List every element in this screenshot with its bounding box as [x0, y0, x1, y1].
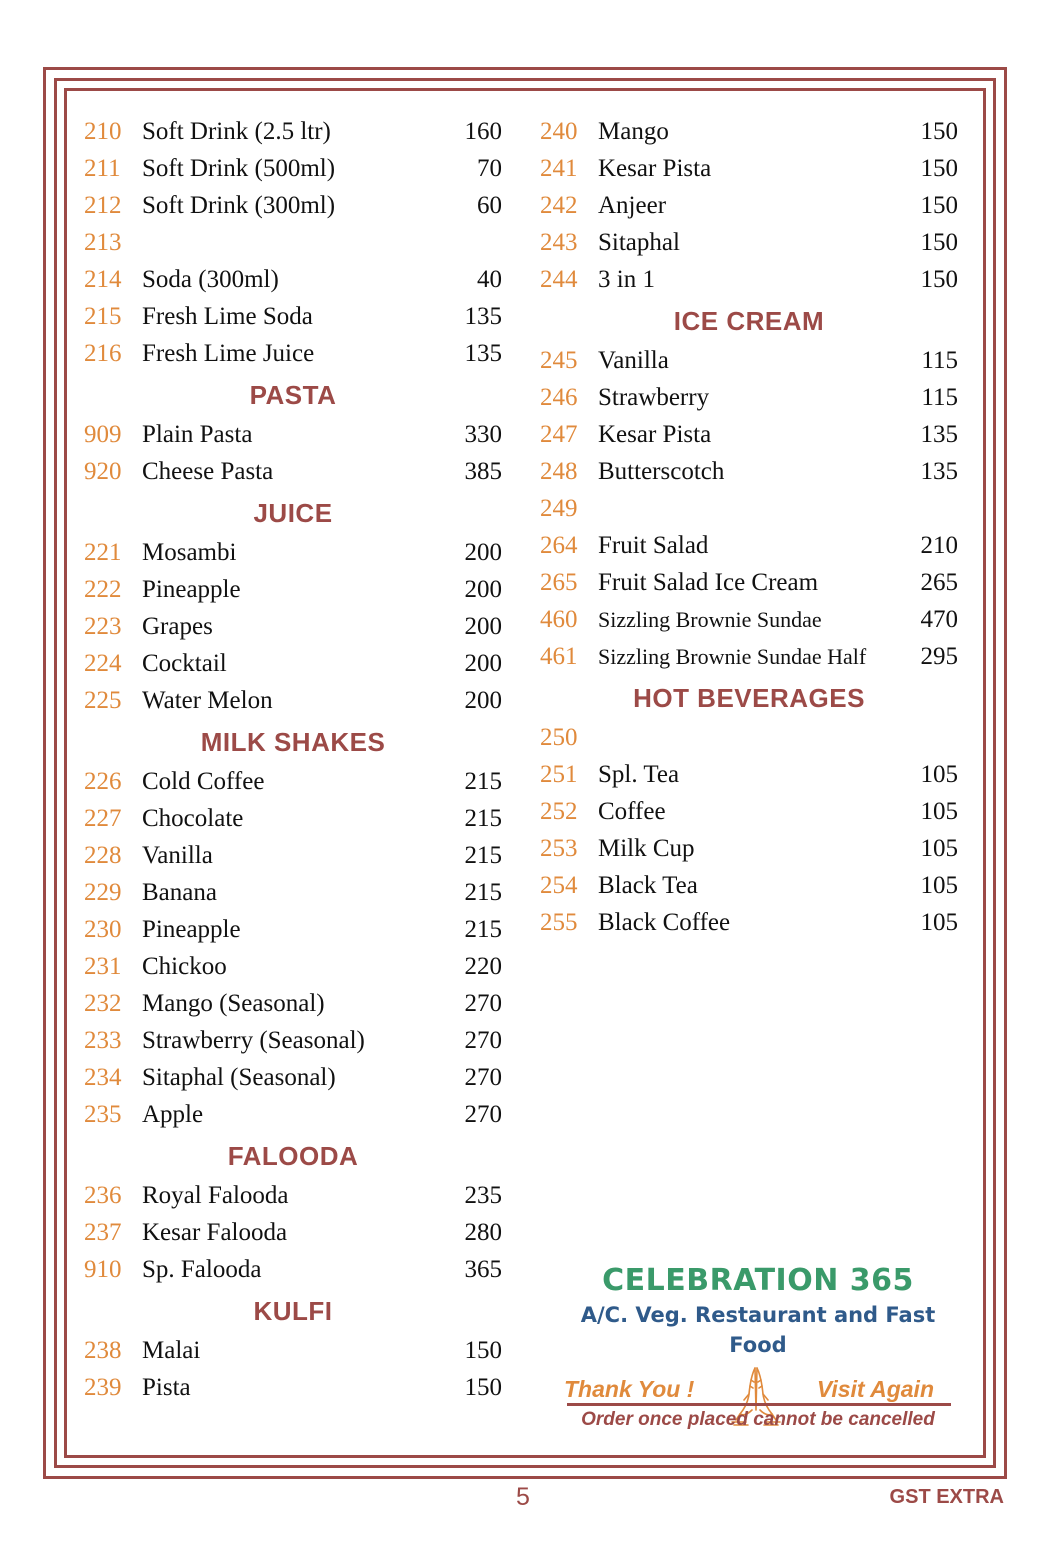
item-code: 228 — [84, 842, 122, 869]
item-price: 150 — [464, 1374, 502, 1401]
item-name: Black Tea — [598, 872, 698, 899]
menu-item — [540, 261, 958, 298]
menu-item — [540, 187, 958, 224]
item-name: Milk Cup — [598, 835, 695, 862]
item-name: Vanilla — [142, 842, 213, 869]
item-price: 215 — [464, 805, 502, 832]
item-name: Sitaphal — [598, 229, 680, 256]
item-code: 211 — [84, 155, 121, 182]
item-code: 224 — [84, 650, 122, 677]
item-name: Banana — [142, 879, 217, 906]
item-code: 920 — [84, 458, 122, 485]
item-price: 105 — [920, 798, 958, 825]
item-code: 244 — [540, 266, 578, 293]
item-price: 105 — [920, 761, 958, 788]
menu-item — [84, 261, 502, 298]
menu-item — [84, 682, 502, 719]
item-price: 200 — [464, 613, 502, 640]
item-name: Kesar Pista — [598, 421, 712, 448]
menu-item — [84, 1177, 502, 1214]
item-name: Sizzling Brownie Sundae — [598, 607, 822, 632]
item-name: Fruit Salad — [598, 532, 709, 559]
item-code: 233 — [84, 1027, 122, 1054]
menu-item — [84, 534, 502, 571]
menu-item — [540, 379, 958, 416]
visit-again-text: Visit Again — [816, 1376, 934, 1402]
page-number: 5 — [516, 1483, 530, 1511]
menu-item — [84, 298, 502, 335]
menu-item — [84, 1332, 502, 1369]
item-code: 460 — [540, 606, 578, 633]
item-code: 226 — [84, 768, 122, 795]
item-code: 222 — [84, 576, 122, 603]
item-code: 249 — [540, 495, 578, 522]
menu-item — [540, 342, 958, 379]
menu-item — [540, 719, 958, 756]
menu-item — [84, 224, 502, 261]
menu-item — [84, 1369, 502, 1406]
item-price: 70 — [477, 155, 502, 182]
menu-item — [84, 948, 502, 985]
item-price: 270 — [464, 1027, 502, 1054]
item-code: 212 — [84, 192, 122, 219]
item-name: Anjeer — [598, 192, 667, 219]
item-price: 150 — [920, 192, 958, 219]
item-name: Coffee — [598, 798, 666, 825]
item-price: 385 — [464, 458, 502, 485]
menu-item — [84, 645, 502, 682]
menu-column-right — [540, 113, 958, 941]
item-name: Strawberry (Seasonal) — [142, 1027, 365, 1054]
menu-item — [84, 985, 502, 1022]
menu-item — [540, 830, 958, 867]
item-code: 232 — [84, 990, 122, 1017]
menu-item — [540, 416, 958, 453]
item-price: 160 — [464, 118, 502, 145]
item-code: 253 — [540, 835, 578, 862]
menu-item — [84, 113, 502, 150]
item-price: 330 — [464, 421, 502, 448]
item-name: Black Coffee — [598, 909, 731, 936]
item-name: Sitaphal (Seasonal) — [142, 1064, 336, 1091]
item-name: Fresh Lime Juice — [142, 340, 315, 367]
item-name: Soda (300ml) — [142, 266, 279, 293]
item-code: 242 — [540, 192, 578, 219]
gst-note: GST EXTRA — [889, 1486, 1004, 1508]
menu-item — [84, 800, 502, 837]
menu-item — [540, 867, 958, 904]
item-price: 200 — [464, 539, 502, 566]
menu-item — [84, 1059, 502, 1096]
section-heading: KULFI — [253, 1296, 333, 1326]
item-price: 115 — [921, 384, 958, 411]
item-code: 250 — [540, 724, 578, 751]
item-price: 135 — [464, 340, 502, 367]
item-name: Grapes — [142, 613, 213, 640]
item-price: 150 — [920, 266, 958, 293]
menu-item — [84, 453, 502, 490]
item-name: Water Melon — [142, 687, 273, 714]
item-name: Strawberry — [598, 384, 710, 411]
item-code: 227 — [84, 805, 122, 832]
item-code: 221 — [84, 539, 122, 566]
item-price: 280 — [464, 1219, 502, 1246]
item-code: 230 — [84, 916, 122, 943]
item-price: 135 — [920, 458, 958, 485]
menu-item — [540, 527, 958, 564]
item-price: 215 — [464, 916, 502, 943]
menu-item — [84, 187, 502, 224]
menu-item — [540, 564, 958, 601]
menu-item — [84, 150, 502, 187]
item-name: Soft Drink (300ml) — [142, 192, 336, 219]
item-name: Chocolate — [142, 805, 244, 832]
item-code: 235 — [84, 1101, 122, 1128]
item-code: 223 — [84, 613, 122, 640]
menu-item — [540, 150, 958, 187]
item-code: 255 — [540, 909, 578, 936]
item-price: 365 — [464, 1256, 502, 1283]
menu-item — [540, 904, 958, 941]
item-price: 105 — [920, 835, 958, 862]
item-price: 150 — [920, 229, 958, 256]
menu-item — [540, 224, 958, 261]
item-name: Royal Falooda — [142, 1182, 289, 1209]
item-code: 264 — [540, 532, 578, 559]
menu-item — [540, 601, 958, 638]
section-heading: ICE CREAM — [673, 306, 825, 336]
item-name: Cheese Pasta — [142, 458, 274, 485]
item-name: Cold Coffee — [142, 768, 265, 795]
menu-item — [540, 453, 958, 490]
item-price: 470 — [920, 606, 958, 633]
item-code: 265 — [540, 569, 578, 596]
restaurant-tagline: A/C. Veg. Restaurant and Fast Food — [580, 1303, 936, 1357]
item-name: Fruit Salad Ice Cream — [598, 569, 819, 596]
item-price: 295 — [920, 643, 958, 670]
item-name: Soft Drink (500ml) — [142, 155, 336, 182]
item-code: 239 — [84, 1374, 122, 1401]
item-name: Soft Drink (2.5 ltr) — [142, 118, 331, 145]
item-code: 910 — [84, 1256, 122, 1283]
menu-item — [84, 608, 502, 645]
section-heading: HOT BEVERAGES — [633, 683, 865, 713]
item-code: 254 — [540, 872, 578, 899]
item-code: 251 — [540, 761, 578, 788]
item-price: 135 — [464, 303, 502, 330]
item-code: 241 — [540, 155, 578, 182]
item-code: 231 — [84, 953, 122, 980]
menu-column-left — [84, 113, 502, 1406]
item-name: Mango — [598, 118, 669, 145]
menu-item — [84, 837, 502, 874]
item-name: Chickoo — [142, 953, 227, 980]
section-heading: MILK SHAKES — [200, 727, 386, 757]
item-name: Fresh Lime Soda — [142, 303, 313, 330]
item-price: 60 — [477, 192, 502, 219]
item-code: 225 — [84, 687, 122, 714]
menu-item — [84, 874, 502, 911]
item-price: 210 — [920, 532, 958, 559]
item-price: 40 — [477, 266, 502, 293]
item-name: Pista — [142, 1374, 191, 1401]
menu-item — [540, 756, 958, 793]
item-price: 235 — [464, 1182, 502, 1209]
item-code: 247 — [540, 421, 578, 448]
item-price: 200 — [464, 650, 502, 677]
item-code: 210 — [84, 118, 122, 145]
item-name: Sp. Falooda — [142, 1256, 262, 1283]
item-code: 229 — [84, 879, 122, 906]
restaurant-name: CELEBRATION 365 — [602, 1263, 914, 1298]
restaurant-footer — [556, 1262, 960, 1426]
item-price: 270 — [464, 1101, 502, 1128]
item-price: 215 — [464, 768, 502, 795]
menu-item — [540, 490, 958, 527]
item-price: 270 — [464, 1064, 502, 1091]
item-price: 115 — [921, 347, 958, 374]
cancellation-notice: Order once placed cannot be cancelled — [581, 1409, 935, 1430]
item-price: 150 — [920, 118, 958, 145]
footer-divider — [567, 1403, 951, 1406]
menu-item — [84, 911, 502, 948]
item-code: 236 — [84, 1182, 122, 1209]
item-name: Mosambi — [142, 539, 237, 566]
item-code: 240 — [540, 118, 578, 145]
thank-you-text: Thank You ! — [564, 1376, 695, 1402]
item-price: 105 — [920, 872, 958, 899]
item-price: 215 — [464, 879, 502, 906]
menu-item — [84, 1214, 502, 1251]
item-name: Pineapple — [142, 916, 241, 943]
item-price: 150 — [920, 155, 958, 182]
item-name: Vanilla — [598, 347, 669, 374]
item-code: 243 — [540, 229, 578, 256]
item-price: 220 — [464, 953, 502, 980]
item-code: 252 — [540, 798, 578, 825]
section-heading: PASTA — [249, 380, 337, 410]
menu-item — [84, 1022, 502, 1059]
menu-item — [84, 763, 502, 800]
item-code: 246 — [540, 384, 578, 411]
item-code: 213 — [84, 229, 122, 256]
item-price: 215 — [464, 842, 502, 869]
item-name: Butterscotch — [598, 458, 725, 485]
item-code: 248 — [540, 458, 578, 485]
item-name: Mango (Seasonal) — [142, 990, 325, 1017]
item-name: Pineapple — [142, 576, 241, 603]
menu-item — [540, 638, 958, 675]
item-code: 461 — [540, 643, 578, 670]
menu-item — [84, 335, 502, 372]
item-name: Kesar Falooda — [142, 1219, 288, 1246]
item-code: 214 — [84, 266, 122, 293]
menu-item — [84, 1251, 502, 1288]
item-name: 3 in 1 — [598, 266, 655, 293]
item-name: Cocktail — [142, 650, 227, 677]
item-code: 238 — [84, 1337, 122, 1364]
item-name: Spl. Tea — [598, 761, 680, 788]
menu-item — [540, 793, 958, 830]
menu-item — [84, 571, 502, 608]
item-code: 245 — [540, 347, 578, 374]
item-code: 234 — [84, 1064, 122, 1091]
item-name: Kesar Pista — [598, 155, 712, 182]
item-price: 265 — [920, 569, 958, 596]
item-price: 150 — [464, 1337, 502, 1364]
item-name: Apple — [142, 1101, 204, 1128]
item-code: 237 — [84, 1219, 122, 1246]
item-price: 200 — [464, 687, 502, 714]
item-price: 135 — [920, 421, 958, 448]
item-code: 909 — [84, 421, 122, 448]
item-price: 270 — [464, 990, 502, 1017]
section-heading: FALOODA — [227, 1141, 359, 1171]
item-name: Malai — [142, 1337, 201, 1364]
menu-item — [84, 416, 502, 453]
section-heading: JUICE — [253, 498, 333, 528]
item-code: 215 — [84, 303, 122, 330]
item-name: Plain Pasta — [142, 421, 253, 448]
menu-item — [84, 1096, 502, 1133]
item-price: 105 — [920, 909, 958, 936]
item-code: 216 — [84, 340, 122, 367]
item-price: 200 — [464, 576, 502, 603]
menu-item — [540, 113, 958, 150]
item-name: Sizzling Brownie Sundae Half — [598, 644, 867, 669]
